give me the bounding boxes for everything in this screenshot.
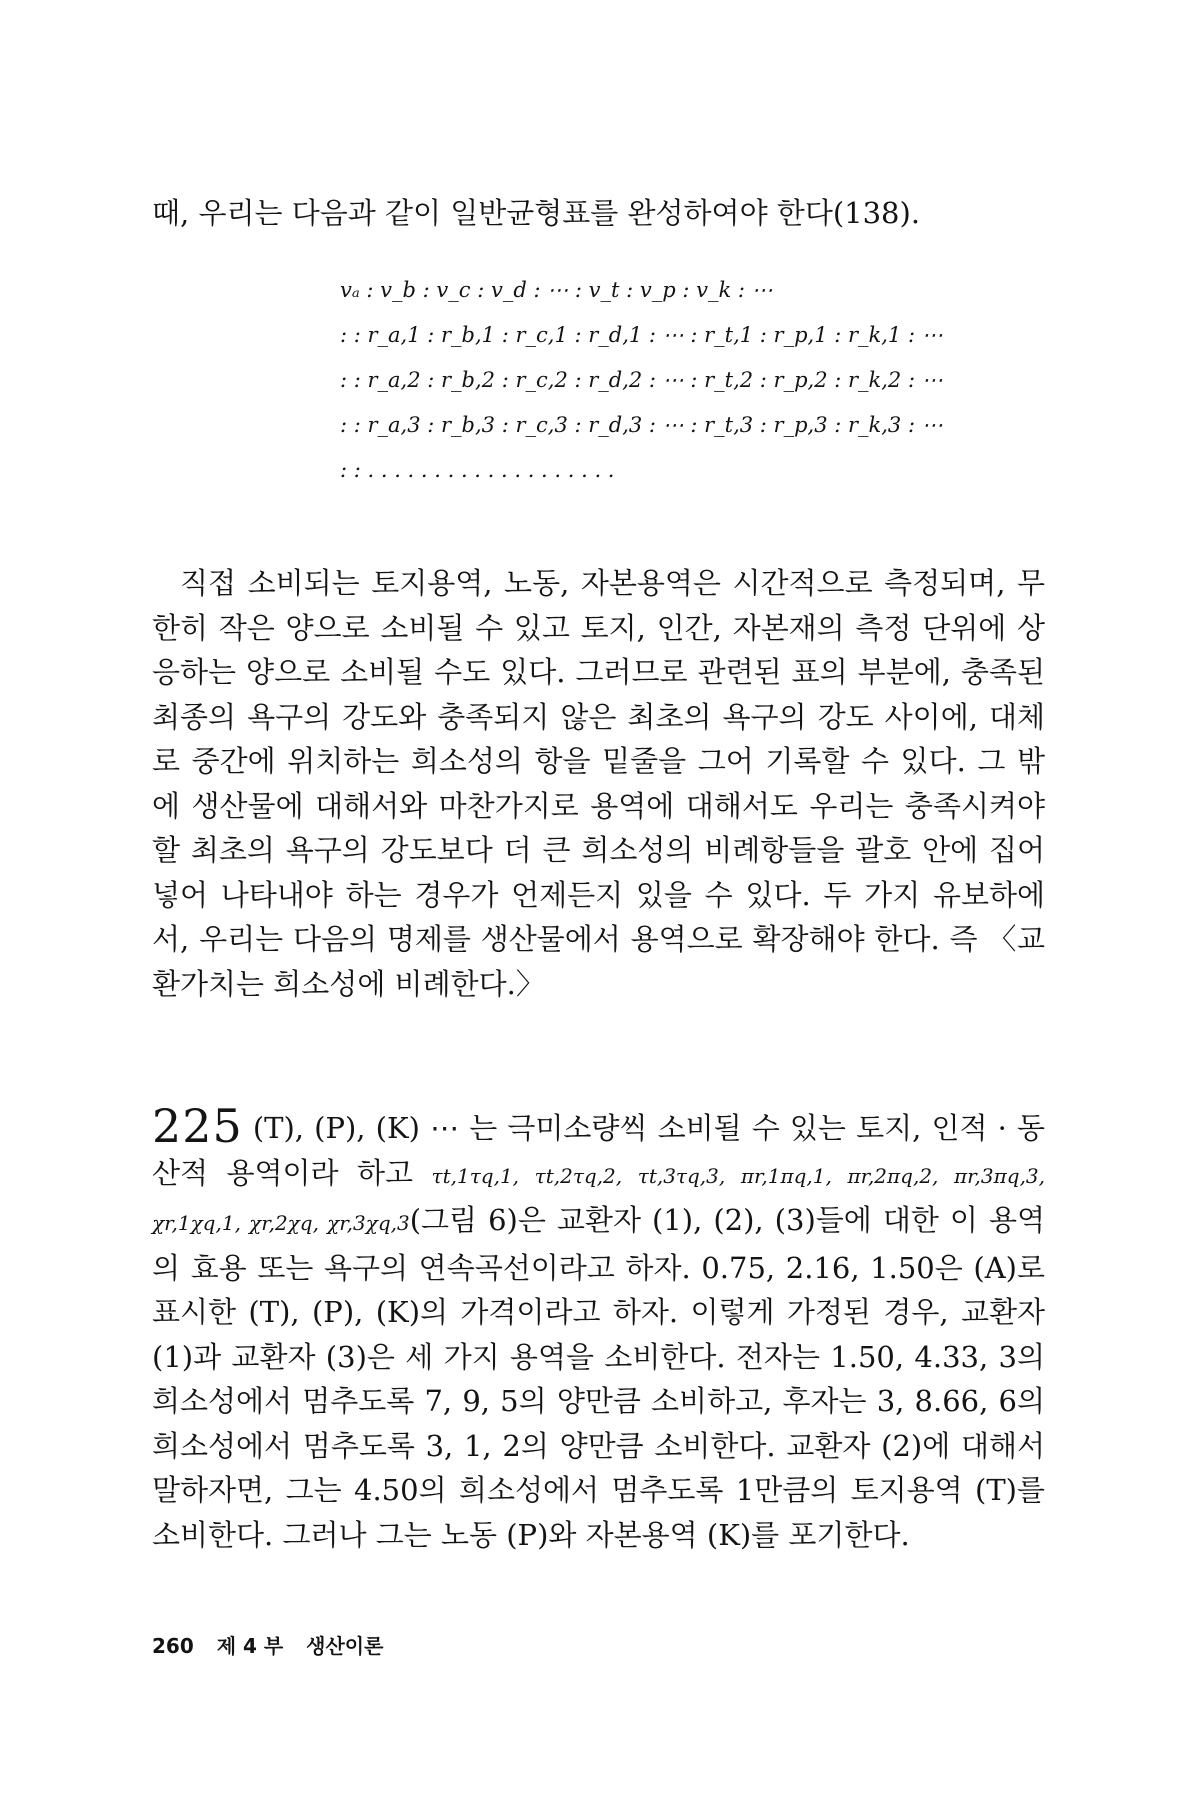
paragraph-1: 직접 소비되는 토지용역, 노동, 자본용역은 시간적으로 측정되며, 무한히 작은 양으로 소비될 수 있고 토지, 인간, 자본재의 측정 단위에 상응하는 양으로 소비될 수도 있다. 그러므로 관련된 표의 부분에, 충족된 최종의 욕구의 강도와 충족되지 않은 최초의 욕구의 강도 사이에, 대체로 중간에 위치하는 희소성의 항을 밑줄을 그어 기록할 수 있다. 그 밖에 생산물에 대해서와 마찬가지로 용역에 대해서도 우리는 충족시켜야 할 최초의 욕구의 강도보다 더 큰 희소성의 비례항들을 괄호 안에 집어 넣어 나타내야 하는 경우가 언제든지 있을 수 있다. 두 가지 유보하에서, 우리는 다음의 명제를 생산물에서 용역으로 확장해야 한다. 즉 〈교환가치는 희소성에 비례한다.〉 bbox=[152, 566, 1045, 1001]
paragraph-225-rest: (그림 6)은 교환자 (1), (2), (3)들에 대한 이 용역의 효용 또는 욕구의 연속곡선이라고 하자. 0.75, 2.16, 1.50은 (A)로 표시한 (T), (P), (K)의 가격이라고 하자. 이렇게 가정된 경우, 교환자 (1)과 교환자 (3)은 세 가지 용역을 소비한다. 전자는 1.50, 4.33, 3의 희소성에서 멈추도록 7, 9, 5의 양만큼 소비하고, 후자는 3, 8.66, 6의 희소성에서 멈추도록 3, 1, 2의 양만큼 소비한다. 교환자 (2)에 대해서 말하자면, 그는 4.50의 희소성에서 멈추도록 1만큼의 토지용역 (T)를 소비한다. 그러나 그는 노동 (P)와 자본용역 (K)를 포기한다. bbox=[152, 1203, 1045, 1552]
paragraph-225 bbox=[152, 1099, 1046, 1557]
paragraph-225-start: (T), (P), (K) ⋯ 는 극미소량씩 소비될 수 있는 토지, 인적 · 동산적 용역이라 하고 bbox=[152, 1111, 1045, 1190]
general-equilibrium-table bbox=[340, 268, 943, 493]
formula-row-1: : : r_a,1 : r_b,1 : r_c,1 : r_d,1 : ⋯ : r_t,1 : r_p,1 : r_k,1 : ⋯ bbox=[340, 323, 943, 347]
page-footer bbox=[152, 1630, 399, 1659]
section-number: 225 bbox=[152, 1099, 243, 1153]
formula-row-2: : : r_a,2 : r_b,2 : r_c,2 : r_d,2 : ⋯ : r_t,2 : r_p,2 : r_k,2 : ⋯ bbox=[340, 368, 943, 392]
formula-row-continuation: : : . . . . . . . . . . . . . . . . . . . bbox=[340, 458, 615, 482]
page-number: 260 bbox=[152, 1634, 194, 1658]
formula-row-3: : : r_a,3 : r_b,3 : r_c,3 : r_d,3 : ⋯ : r_t,3 : r_p,3 : r_k,3 : ⋯ bbox=[340, 413, 943, 437]
part-label: 제 4 부 bbox=[216, 1634, 284, 1658]
formula-row-values: vₐ : v_b : v_c : v_d : ⋯ : v_t : v_p : v_k : ⋯ bbox=[340, 278, 773, 302]
intro-line: 때, 우리는 다음과 같이 일반균형표를 완성하여야 한다(138). bbox=[152, 196, 921, 230]
chapter-title: 생산이론 bbox=[306, 1634, 384, 1658]
paragraph-225-math: τt,1τq,1, τt,2τq,2, τt,3τq,3, πr,1πq,1, πr,2πq,2, πr,3πq,3, χr,1χq,1, χr,2χq, χr,3χq,3 bbox=[152, 1163, 1046, 1235]
